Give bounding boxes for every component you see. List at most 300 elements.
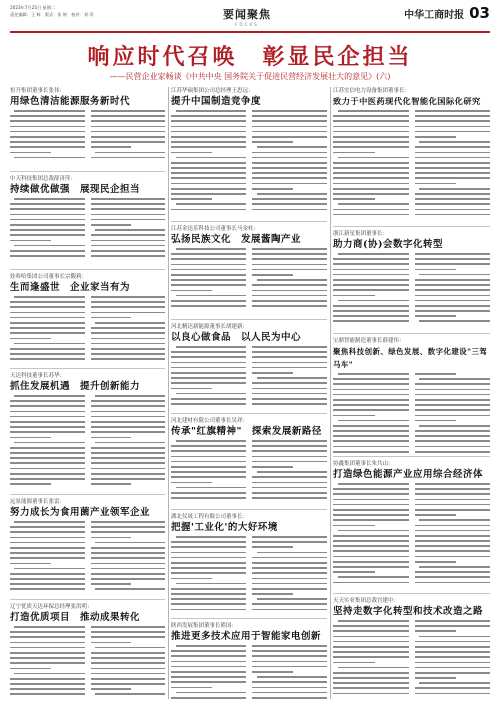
article-body [171, 110, 327, 217]
text-line [252, 476, 327, 478]
text-line [10, 203, 85, 205]
text-line [252, 666, 327, 668]
text-line [338, 253, 409, 255]
text-line [415, 126, 491, 128]
article-headline: 聚焦科技创新、绿色发展、数字化建设"三驾马车" [333, 347, 488, 369]
text-line [14, 296, 84, 298]
article-headline: 努力成长为食用菌产业领军企业 [10, 507, 151, 518]
text-line [10, 131, 85, 133]
text-line [171, 351, 246, 353]
text-line [171, 541, 246, 543]
text-line [333, 446, 409, 448]
text-line [14, 673, 84, 675]
text-line [333, 320, 409, 322]
text-line [252, 687, 327, 689]
text-line [252, 209, 327, 211]
text-line [171, 603, 246, 605]
text-line [176, 536, 247, 538]
text-line [95, 442, 165, 444]
text-line [415, 446, 491, 448]
text-line [10, 583, 85, 585]
text-line [252, 645, 327, 647]
text-line [415, 305, 491, 307]
text-line [171, 593, 246, 595]
text-line [333, 514, 409, 516]
text-line [415, 110, 491, 112]
text-line [91, 631, 166, 633]
text-line [10, 531, 85, 533]
text-line [252, 198, 327, 200]
text-line [257, 598, 328, 600]
text-line [415, 545, 491, 547]
text-line [171, 372, 246, 374]
text-line [415, 383, 491, 385]
text-line [257, 146, 328, 148]
text-line [333, 152, 375, 154]
text-line [252, 188, 293, 190]
text-line [171, 382, 246, 384]
text-line [10, 312, 85, 314]
text-line [171, 609, 246, 611]
text-line [10, 146, 85, 148]
text-line [10, 483, 51, 485]
text-line [257, 193, 328, 195]
text-line [338, 203, 409, 205]
text-line [252, 536, 327, 538]
text-line [10, 557, 85, 559]
article-headline: 打造优质项目 推动成果转化 [10, 612, 141, 623]
text-line [91, 473, 166, 475]
text-line [171, 177, 246, 179]
article-kicker: 江苏宏信电力设备集团董事长： [333, 88, 411, 94]
text-line [333, 295, 375, 297]
text-line [91, 573, 166, 575]
text-line [176, 248, 247, 250]
text-line [333, 136, 409, 138]
text-line [415, 451, 491, 453]
text-line [252, 562, 327, 564]
text-line [10, 468, 85, 470]
text-line [333, 415, 375, 417]
text-line [252, 681, 327, 683]
article-headline: 致力于中医药现代化智能化国际化研究 [333, 96, 481, 106]
text-line [252, 274, 293, 276]
text-line [415, 409, 491, 411]
text-line [333, 509, 409, 511]
text-line [171, 445, 246, 447]
text-line [415, 625, 491, 627]
text-line [333, 566, 409, 568]
text-line [333, 177, 409, 179]
text-line [333, 279, 409, 281]
text-line [91, 405, 166, 407]
text-line [333, 167, 409, 169]
text-line [252, 450, 327, 452]
text-line [171, 388, 212, 390]
text-line [333, 378, 409, 380]
text-line [91, 219, 166, 221]
text-line [333, 193, 409, 195]
text-line [91, 531, 166, 533]
article-body [171, 440, 327, 505]
article-kicker: 天达科技董事长苏华： [10, 373, 66, 379]
text-line [91, 452, 166, 454]
text-line [333, 682, 409, 684]
text-line [252, 346, 327, 348]
text-line [171, 482, 212, 484]
text-line [171, 258, 246, 260]
text-line [171, 492, 246, 494]
text-line [91, 126, 166, 128]
text-line [338, 110, 409, 112]
text-line [419, 274, 490, 276]
text-line [10, 306, 85, 308]
text-line [252, 572, 327, 574]
text-line [415, 530, 491, 532]
masthead-rule [10, 31, 490, 33]
text-line [91, 400, 166, 402]
text-line [14, 568, 84, 570]
text-line [333, 435, 409, 437]
text-line [91, 437, 132, 439]
article-headline: 用绿色清洁能源服务新时代 [10, 96, 131, 107]
article-body [333, 110, 490, 222]
text-line [171, 264, 246, 266]
text-line [415, 415, 491, 417]
text-line [252, 578, 327, 580]
text-line [333, 209, 409, 211]
text-line [338, 667, 409, 669]
article-kicker: 辽宁优质天达环保总经理张洪明： [10, 604, 93, 610]
text-line [333, 456, 409, 457]
text-line [10, 537, 85, 539]
text-line [252, 372, 293, 374]
text-line [333, 535, 409, 537]
text-line [252, 362, 327, 364]
text-line [10, 234, 85, 236]
column-left [10, 87, 165, 699]
text-line [333, 545, 409, 547]
text-line [415, 440, 491, 442]
article [171, 417, 327, 510]
text-line [252, 141, 293, 143]
text-line [171, 274, 246, 276]
text-line [252, 305, 327, 307]
text-line [252, 541, 327, 543]
text-line [171, 403, 246, 405]
text-line [10, 678, 85, 680]
text-line [333, 556, 409, 558]
text-line [10, 662, 85, 664]
text-line [333, 561, 409, 563]
text-line [333, 646, 409, 648]
article [171, 622, 327, 699]
article-headline: 持续做优做强 展现民企担当 [10, 184, 141, 195]
text-line [252, 382, 327, 384]
text-line [10, 255, 85, 257]
text-line [415, 284, 491, 286]
text-line [252, 692, 327, 694]
text-line [415, 656, 491, 658]
text-line [10, 478, 85, 480]
text-line [257, 377, 328, 379]
text-line [415, 571, 491, 573]
text-line [419, 636, 490, 638]
newspaper-name: 中华工商时报 [404, 9, 465, 21]
text-line [95, 693, 165, 695]
article-kicker: 协鑫集团董事长朱共山： [333, 461, 394, 467]
text-line [333, 662, 375, 664]
text-line [14, 343, 84, 345]
text-line [171, 172, 246, 174]
text-line [252, 300, 327, 302]
text-line [338, 373, 409, 375]
text-line [333, 214, 409, 216]
text-line [333, 504, 409, 506]
text-line [415, 504, 491, 506]
article [10, 603, 165, 699]
article-kicker: 恒升集团董事长张伟： [10, 88, 66, 94]
text-line [415, 483, 491, 485]
text-line [171, 562, 246, 564]
article-kicker: 湖北仪晟工程有限公司董事长： [171, 514, 249, 520]
text-line [10, 338, 51, 340]
article-headline: 传承"红旗精神" 探索发展新路径 [171, 426, 322, 437]
text-line [10, 332, 85, 334]
text-line [338, 300, 409, 302]
text-line [91, 683, 166, 685]
text-line [171, 377, 246, 379]
article-headline: 打造绿色能源产业应用综合经济体 [333, 469, 484, 480]
text-line [252, 248, 327, 250]
text-line [91, 332, 166, 334]
section-header [212, 6, 282, 27]
text-line [415, 209, 491, 211]
section-english: FOCUS [235, 22, 259, 27]
text-line [252, 131, 327, 133]
article [10, 372, 165, 495]
text-line [176, 583, 247, 585]
text-line [171, 471, 246, 473]
text-line [252, 492, 327, 494]
text-line [252, 603, 327, 605]
text-line [10, 588, 85, 590]
text-line [91, 136, 166, 138]
article-headline: 以良心做食品 以人民为中心 [171, 332, 302, 343]
text-line [415, 394, 491, 396]
text-line [91, 296, 166, 298]
text-line [333, 499, 409, 501]
text-line [91, 662, 166, 664]
text-line [415, 561, 457, 563]
text-line [415, 263, 491, 265]
article [333, 230, 490, 334]
article-headline: 生而逢盛世 企业家当有为 [10, 282, 131, 293]
text-line [333, 284, 409, 286]
article-kicker: 陕西发展集团董事长熊国： [171, 623, 238, 629]
text-line [91, 115, 166, 117]
text-line [10, 152, 51, 154]
text-line [91, 426, 166, 428]
text-line [171, 650, 246, 652]
text-line [91, 642, 132, 644]
text-line [91, 208, 166, 210]
text-line [10, 431, 85, 433]
text-line [10, 426, 85, 428]
text-line [91, 255, 166, 257]
text-line [415, 672, 491, 674]
text-line [415, 289, 491, 291]
text-line [91, 312, 166, 314]
text-line [415, 120, 491, 122]
text-line [10, 224, 85, 226]
text-line [419, 519, 490, 521]
text-line [252, 557, 327, 559]
text-line [10, 563, 51, 565]
text-line [91, 358, 166, 360]
text-line [10, 652, 85, 654]
article [171, 87, 327, 222]
text-line [333, 693, 409, 695]
text-line [257, 676, 328, 678]
text-line [91, 557, 166, 559]
text-line [333, 636, 409, 638]
article-kicker: 天天实业集团总裁宫建中： [333, 598, 400, 604]
text-line [91, 120, 166, 122]
text-line [14, 157, 84, 159]
article-body [171, 346, 327, 409]
text-line [176, 157, 247, 159]
brand-block [404, 4, 490, 22]
text-line [333, 162, 409, 164]
text-line [171, 362, 246, 364]
text-line [171, 681, 246, 683]
text-line [10, 219, 85, 221]
text-line [415, 651, 491, 653]
article [10, 498, 165, 600]
publication-date: 2023年7月25日 星期二 [10, 5, 56, 10]
text-line [338, 483, 409, 485]
article-kicker: 远景能源董事长张雷： [10, 499, 66, 505]
text-line [91, 245, 166, 247]
text-line [333, 120, 409, 122]
text-line [333, 625, 409, 627]
text-line [252, 126, 327, 128]
text-line [10, 421, 85, 423]
article-kicker: 河北精达新能源董事长胡建新： [171, 324, 249, 330]
text-line [10, 250, 85, 252]
text-line [171, 687, 212, 689]
text-line [252, 546, 293, 548]
text-line [91, 301, 166, 303]
text-line [91, 353, 166, 355]
text-line [14, 110, 84, 112]
text-line [252, 482, 327, 484]
text-line [10, 240, 51, 242]
masthead [10, 4, 490, 32]
text-line [91, 198, 166, 200]
text-line [333, 172, 409, 174]
article-body [10, 110, 165, 167]
column-right [333, 87, 490, 699]
text-line [415, 389, 491, 391]
text-line [171, 546, 246, 548]
text-line [415, 677, 457, 679]
text-line [10, 126, 85, 128]
text-line [252, 253, 327, 255]
text-line [333, 289, 409, 291]
text-line [415, 214, 491, 216]
article [10, 175, 165, 270]
text-line [171, 671, 246, 673]
text-line [10, 542, 85, 544]
text-line [415, 162, 491, 164]
article [333, 87, 490, 227]
text-line [10, 693, 85, 695]
text-line [171, 188, 246, 190]
text-line [415, 177, 491, 179]
article [171, 513, 327, 619]
text-line [91, 343, 166, 345]
text-line [338, 530, 409, 532]
text-line [333, 440, 409, 442]
text-line [333, 493, 409, 495]
text-line [176, 487, 247, 489]
text-line [10, 573, 85, 575]
text-line [333, 656, 409, 658]
text-line [10, 120, 85, 122]
text-line [91, 146, 132, 148]
text-line [91, 521, 166, 523]
text-line [10, 462, 85, 464]
text-line [10, 457, 85, 459]
text-line [91, 224, 132, 226]
text-line [14, 198, 84, 200]
text-line [419, 425, 490, 427]
text-line [419, 378, 490, 380]
text-line [252, 388, 327, 390]
text-line [10, 208, 85, 210]
text-line [171, 578, 212, 580]
text-line [415, 693, 491, 695]
text-line [415, 556, 491, 558]
text-line [252, 567, 327, 569]
text-line [91, 457, 166, 459]
text-line [91, 250, 166, 252]
text-line [91, 338, 166, 340]
text-line [415, 157, 491, 159]
text-line [415, 435, 491, 437]
text-line [171, 126, 246, 128]
text-line [95, 542, 165, 544]
article-kicker: 江苏金达乐科技公司董事长马金柱： [171, 226, 260, 232]
text-line [333, 188, 409, 190]
text-line [415, 493, 491, 495]
text-line [10, 452, 85, 454]
text-line [14, 245, 84, 247]
text-line [171, 209, 246, 211]
text-line [10, 526, 85, 528]
text-line [91, 240, 166, 242]
text-line [333, 550, 409, 552]
text-line [252, 110, 327, 112]
text-line [171, 676, 246, 678]
text-line [252, 609, 327, 611]
text-line [91, 234, 166, 236]
text-line [333, 488, 409, 490]
text-line [252, 136, 327, 138]
text-line [333, 389, 409, 391]
